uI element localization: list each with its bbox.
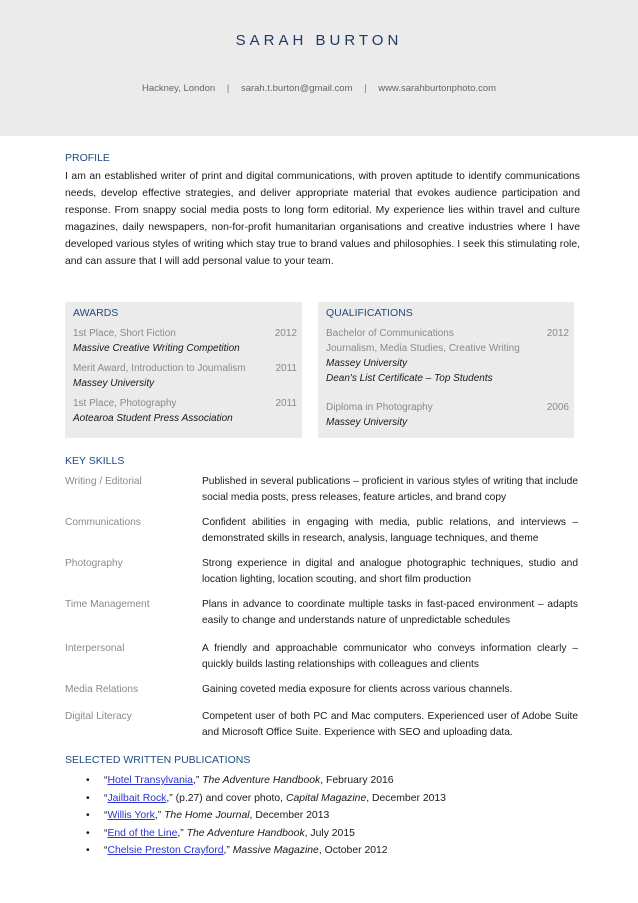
- qualifications-box: [318, 302, 574, 438]
- publication-date: , December 2013: [366, 792, 446, 804]
- publication-link[interactable]: Chelsie Preston Crayford: [107, 845, 224, 856]
- quote-open: “: [104, 792, 108, 804]
- publication-note: ,”: [177, 827, 187, 839]
- publication-link[interactable]: Jailbait Rock: [107, 792, 167, 804]
- skill-description: Strong experience in digital and analogue photographic techniques, studio and location lighting, location scouting, and short film production: [202, 558, 578, 585]
- publication-outlet: Capital Magazine: [285, 792, 367, 804]
- award-entry: [73, 326, 297, 356]
- skills-heading: KEY SKILLS: [65, 455, 125, 467]
- award-year: 2011: [275, 398, 297, 409]
- award-org: Aotearoa Student Press Association: [73, 413, 233, 424]
- bullet-icon: •: [86, 845, 90, 856]
- skill-description: Plans in advance to coordinate multiple tasks in fast-paced environment – adapts easily to change and understands nature of unpredictable schedules: [202, 599, 578, 626]
- publication-note: ,”: [223, 845, 233, 856]
- skill-description: Confident abilities in engaging with media, public relations, and interviews – demonstrated skills in research, analysis, language techniques, and theme: [202, 517, 578, 544]
- awards-heading: AWARDS: [73, 307, 119, 319]
- skill-description: Competent user of both PC and Mac computers. Experienced user of Adobe Suite and Microsoft Office Suite. Experience with SEO and uploading data.: [202, 711, 578, 738]
- skill-label: Time Management: [65, 599, 150, 610]
- publication-item: [86, 772, 586, 790]
- publication-item: [86, 790, 586, 808]
- publication-date: , October 2012: [318, 845, 388, 856]
- qualifications-heading: QUALIFICATIONS: [326, 307, 413, 319]
- award-name: 1st Place, Short Fiction: [73, 328, 176, 339]
- publication-date: , July 2015: [304, 827, 355, 839]
- publication-outlet: The Adventure Handbook: [186, 827, 305, 839]
- publications-heading: SELECTED WRITTEN PUBLICATIONS: [65, 754, 251, 766]
- publications-list: [86, 772, 586, 860]
- website-text: www.sarahburtonphoto.com: [378, 83, 497, 94]
- publication-date: , December 2013: [249, 810, 330, 821]
- publication-note: ,”: [154, 810, 165, 821]
- quote-open: “: [104, 810, 108, 821]
- skill-description: Published in several publications – proficient in various styles of writing that include social media posts, press releases, feature articles, and brand copy: [202, 476, 578, 503]
- skill-description: A friendly and approachable communicator who conveys information clearly – quickly builds lasting relationships with colleagues and clients: [202, 643, 578, 670]
- bullet-icon: •: [86, 827, 90, 839]
- award-org: Massey University: [73, 378, 155, 389]
- award-entry: [73, 396, 297, 426]
- qualification-name: Bachelor of Communications: [326, 328, 454, 339]
- publication-outlet: The Home Journal: [164, 810, 250, 821]
- publication-link[interactable]: Hotel Transylvania: [107, 775, 193, 786]
- profile-heading: PROFILE: [65, 152, 110, 164]
- skill-label: Writing / Editorial: [65, 476, 142, 487]
- skill-label: Communications: [65, 517, 141, 528]
- email-text: sarah.t.burton@gmail.com: [240, 83, 353, 94]
- skill-label: Interpersonal: [65, 643, 125, 654]
- quote-open: “: [104, 775, 108, 786]
- contact-line: [0, 83, 638, 94]
- qualification-org: Massey University: [326, 358, 408, 369]
- resume-header: [0, 0, 638, 136]
- award-name: 1st Place, Photography: [73, 398, 177, 409]
- award-year: 2011: [275, 363, 297, 374]
- award-year: 2012: [274, 328, 297, 339]
- qualification-year: 2012: [546, 328, 569, 339]
- bullet-icon: •: [86, 810, 90, 821]
- candidate-name: SARAH BURTON: [235, 32, 403, 49]
- qualification-year: 2006: [546, 402, 569, 413]
- qualification-name: Diploma in Photography: [326, 402, 433, 413]
- awards-box: [65, 302, 302, 438]
- publication-item: [86, 842, 586, 860]
- contact-separator: |: [364, 83, 367, 94]
- profile-text: I am an established writer of print and digital communications, with proven aptitude to identify communications needs, develop effective strategies, and deliver appropriate material that evokes audience participation and response. From snappy social media posts to long form editorial. My experience lies within travel and culture magazines, daily newspapers, non-for-profit humanitarian organisations and creative industries where I have developed various styles of writing which stay true to brand values and philosophies. I seek this stimulating role, and can assure that I will add personal value to your team.: [65, 171, 580, 267]
- publication-note: ,”: [192, 775, 203, 786]
- award-entry: [73, 361, 297, 391]
- publication-note: ,” (p.27) and cover photo,: [166, 792, 286, 804]
- publication-item: [86, 807, 586, 825]
- publication-outlet: The Adventure Handbook: [202, 775, 321, 786]
- publication-link[interactable]: Willis York: [107, 810, 155, 821]
- publication-item: [86, 825, 586, 843]
- publication-outlet: Massive Magazine: [232, 845, 319, 856]
- location-text: Hackney, London: [141, 83, 216, 94]
- bullet-icon: •: [86, 792, 90, 804]
- quote-open: “: [104, 827, 108, 839]
- bullet-icon: •: [86, 775, 90, 786]
- skill-label: Media Relations: [65, 684, 139, 695]
- skill-label: Digital Literacy: [65, 711, 132, 722]
- qualification-org: Massey University: [326, 417, 408, 428]
- publication-link[interactable]: End of the Line: [107, 827, 178, 839]
- qualification-detail: Journalism, Media Studies, Creative Writing: [326, 343, 520, 354]
- skill-label: Photography: [65, 558, 123, 569]
- publication-date: , February 2016: [320, 775, 394, 786]
- award-org: Massive Creative Writing Competition: [73, 343, 240, 354]
- qualification-entry: [326, 326, 569, 386]
- qualification-entry: [326, 400, 569, 430]
- qualification-extra: Dean's List Certificate – Top Students: [326, 373, 493, 384]
- award-name: Merit Award, Introduction to Journalism: [73, 363, 246, 374]
- quote-open: “: [104, 845, 108, 856]
- skill-description: Gaining coveted media exposure for clients across various channels.: [202, 684, 513, 695]
- contact-separator: |: [226, 83, 230, 94]
